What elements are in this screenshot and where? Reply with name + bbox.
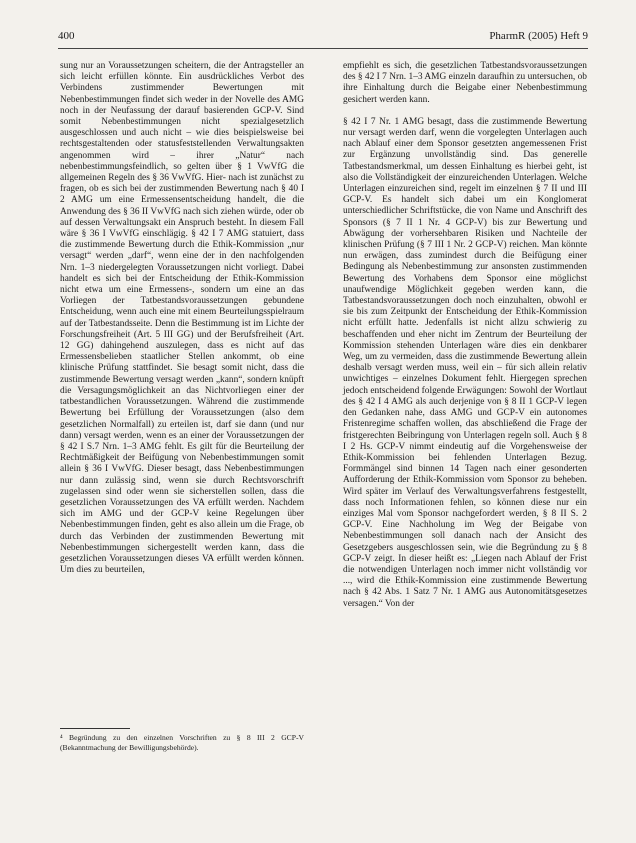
journal-reference: PharmR (2005) Heft 9 xyxy=(489,30,588,42)
right-column xyxy=(343,61,587,610)
header-rule xyxy=(58,48,588,49)
right-paragraph-2: § 42 I 7 Nr. 1 AMG besagt, dass die zustimmende Bewertung nur versagt werden darf, wenn die vorgelegten Unterlagen auch nach Ablauf einer dem Sponsor gesetzten angemessenen Frist zur Ergänzung unvollständig sind. Das generelle Tatbestandsmerkmal, um dessen Einhaltung es hierbei geht, ist also die Vollständigkeit der einzureichenden Unterlagen. Welche Unterlagen einzureichen sind, regelt im einzelnen § 7 II und III GCP-V. Es handelt sich dabei um ein Konglomerat unterschiedlicher Schriftstücke, die von Name und Anschrift des Sponsors (§ 7 II 1 Nr. 4 GCP-V) bis zur Bewertung und Abwägung der vorhersehbaren Risiken und Nachteile der klinischen Prüfung (§ 7 III 1 Nr. 2 GCP-V) reichen. Man könnte nun erwägen, dass zumindest durch die Beifügung einer Bedingung als Nebenbestimmung zur ansonsten zustimmenden Bewertung des Vorhabens dem Sponsor eine möglichst unaufwendige Möglichkeit gegeben werden kann, die Tatbestandsvoraussetzungen doch noch einzuhalten, obwohl er sie bis zum Zeitpunkt der Entscheidung der Ethik-Kommission nicht erfüllt hatte. Jedenfalls ist nicht allzu schwierig zu beschaffenden und eher nicht im Zentrum der Beurteilung der Kommission stehenden Unterlagen wäre dies ein denkbarer Weg, um zu vermeiden, dass die zustimmende Bewertung allein deshalb versagt werden muss, weil ein – für sich allein relativ unwichtiges – einzelnes Dokument fehlt. Hiergegen sprechen jedoch entscheidend folgende Erwägungen: Sowohl der Wortlaut des § 42 I 4 AMG als auch derjenige von § 8 II 1 GCP-V legen den Gedanken nahe, dass AMG und GCP-V ein autonomes Fristenregime schaffen wollen, das abschließend die Frage der fristgerechten Beibringung von Unterlagen regeln soll. Auch § 8 I 2 Hs. GCP-V nimmt eindeutig auf die Vorgehensweise der Ethik-Kommission bei fehlenden Unterlagen Bezug. Formmängel sind binnen 14 Tagen nach einer gesonderten Aufforderung der Ethik-Kommission vom Sponsor zu beheben. Wird später im Verlauf des Verwaltungsverfahrens festgestellt, dass noch Informationen fehlen, so können diese nur ein einziges Mal vom Sponsor nachgefordert werden, § 8 II S. 2 GCP-V. Eine Nachholung im Weg der Beigabe von Nebenbestimmungen soll danach nach der Ansicht des Gesetzgebers ausgeschlossen sein, wie die Begründung zu § 8 GCP-V zeigt. In dieser heißt es: „Liegen nach Ablauf der Frist die notwendigen Unterlagen noch immer nicht vollständig vor ..., wird die Ethik-Kommission eine zustimmende Bewertung nach § 42 Abs. 1 Satz 7 Nr. 1 AMG aus Autonomitätsgesetzes versagen.“ Von der xyxy=(343,116,587,609)
left-column xyxy=(60,61,304,576)
left-column-text: sung nur an Voraussetzungen scheitern, die der Antragsteller an sich leicht erfüllen könnte. Ein ausdrückliches Verbot des Verbindens zustimmender Bewertungen mit Nebenbestimmungen findet sich weder in der Novelle des AMG noch in der Neufassung der darauf basierenden GCP-V. Sind somit Nebenbestimmungen nicht spezialgesetzlich ausgeschlossen und auch nicht – wie dies beispielsweise bei rechtsgestaltenden oder statusfeststellenden Verwaltungsakten angenommen wird – ihrer „Natur“ nach nebenbestimmungsfeindlich, so gelten über § 1 VwVfG die allgemeinen Regeln des § 36 VwVfG. Hier- nach ist zunächst zu fragen, ob es sich bei der zustimmenden Bewertung nach § 40 I 2 AMG um eine Ermessensentscheidung handelt, die die Anwendung des § 36 II VwVfG nach sich ziehen würde, oder ob auf dessen Verwaltungsakt ein Anspruch besteht. In diesem Fall wäre § 36 I VwVfG einschlägig. § 42 I 7 AMG statuiert, dass die zustimmende Bewertung durch die Ethik-Kommission „nur versagt“ werden „darf“, wenn eine der in den nachfolgenden Nrn. 1–3 niedergelegten Voraussetzungen nicht vorliegt. Dabei handelt es sich bei der Entscheidung der Ethik-Kommission nicht etwa um eine Ermessens-, sondern um eine an das Vorliegen der Tatbestandsvoraussetzungen gebundene Entscheidung, wenn auch eine mit einem Beurteilungsspielraum auf der Tatbestandsseite. Denn die Bestimmung ist im Lichte der Forschungsfreiheit (Art. 5 III GG) und der Berufsfreiheit (Art. 12 GG) dahingehend auszulegen, dass es nicht auf das Ermessensbelieben staatlicher Stellen ankommt, ob eine klinische Prüfung stattfindet. Sie besagt somit nicht, dass die zustimmende Bewertung versagt werden „kann“, sondern knüpft die Versagungsmöglichkeit an das Nichtvorliegen einer der tatbestandlichen Voraussetzungen. Während die zustimmende Bewertung bei Erfüllung der Voraussetzungen (also dem gesetzlichen Normalfall) zu erteilen ist, darf sie dann (und nur dann) versagt werden, wenn es an einer der Voraussetzungen der § 42 I S.7 Nrn. 1–3 AMG fehlt. Es gilt für die Beurteilung der Rechtmäßigkeit der Beifügung von Nebenbestimmungen somit allein § 36 I VwVfG. Dieser besagt, dass Nebenbestimmungen nur dann zulässig sind, wenn sie durch Rechtsvorschrift zugelassen sind oder wenn sie sicherstellen sollen, dass die gesetzlichen Voraussetzungen des VA erfüllt werden. Nachdem sich im AMG und der GCP-V keine Regelungen über Nebenbestimmungen finden, geht es also allein um die Frage, ob durch das Verbinden der zustimmenden Bewertung mit Nebenbestimmungen sichergestellt werden kann, dass die gesetzlichen Voraussetzungen dieses VA erfüllt werden können. Um dies zu beurteilen, xyxy=(60,61,304,576)
page-number: 400 xyxy=(58,30,75,42)
page-header xyxy=(58,30,588,44)
footnote: ⁴ Begründung zu den einzelnen Vorschriften zu § 8 III 2 GCP-V (Bekanntmachung der Bewilligungsbehörde). xyxy=(60,733,304,752)
right-paragraph-1: empfiehlt es sich, die gesetzlichen Tatbestandsvoraussetzungen des § 42 I 7 Nrn. 1–3 AMG einzeln daraufhin zu untersuchen, ob ihre Einhaltung durch die Beigabe einer Nebenbestimmung gesichert werden kann. xyxy=(343,61,587,105)
footnote-rule xyxy=(60,728,130,729)
